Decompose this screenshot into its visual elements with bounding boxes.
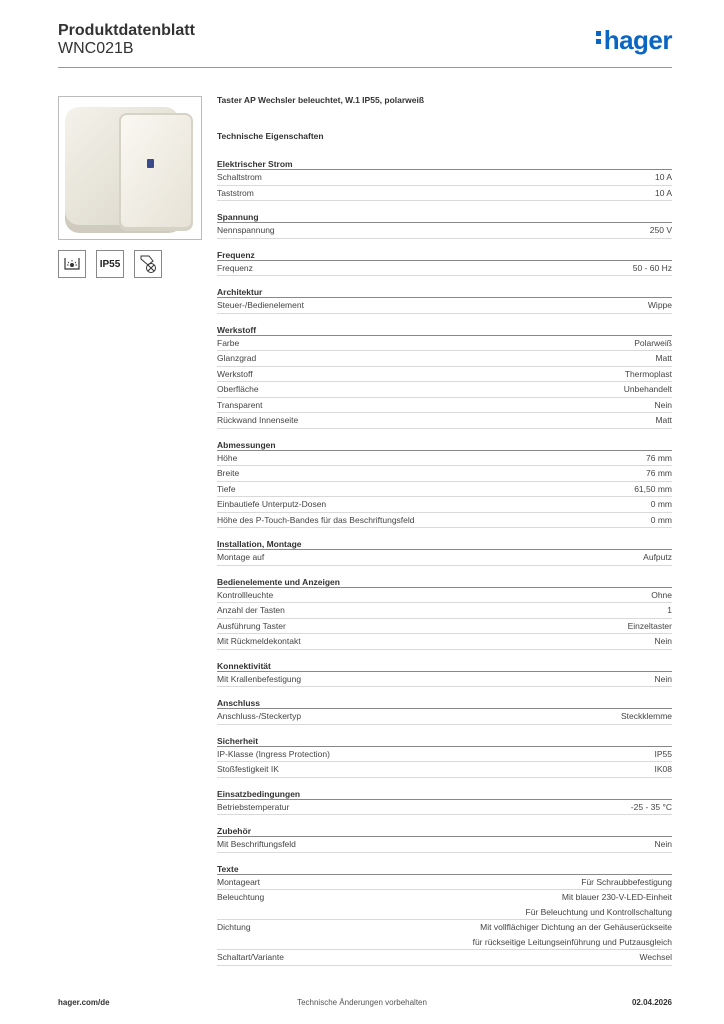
spec-section xyxy=(217,538,672,566)
spec-row xyxy=(217,186,672,202)
spec-value xyxy=(526,890,672,919)
product-code: WNC021B xyxy=(58,40,134,57)
feature-illuminated xyxy=(58,250,86,278)
spec-section xyxy=(217,825,672,853)
surface-mount-icon xyxy=(137,253,159,275)
spec-value: Polarweiß xyxy=(634,337,672,348)
switch-photo-icon xyxy=(59,97,201,239)
spec-row xyxy=(217,619,672,635)
spec-label: Betriebstemperatur xyxy=(217,801,290,812)
spec-row xyxy=(217,603,672,619)
spec-row xyxy=(217,298,672,314)
spec-row xyxy=(217,920,672,950)
spec-value-line: für rückseitige Leitungseinführung und Putzausgleich xyxy=(472,936,672,947)
spec-value: Nein xyxy=(654,636,672,646)
section-title: Einsatzbedingungen xyxy=(217,788,672,800)
spec-label: Montageart xyxy=(217,876,260,887)
spec-value: 1 xyxy=(667,605,672,615)
spec-row xyxy=(217,466,672,482)
footer-note: Technische Änderungen vorbehalten xyxy=(297,998,427,1007)
footer-date: 02.04.2026 xyxy=(631,998,672,1007)
spec-label: Kontrollleuchte xyxy=(217,589,274,600)
spec-label: Farbe xyxy=(217,337,240,348)
section-title: Anschluss xyxy=(217,697,672,709)
lamp-icon xyxy=(62,254,82,274)
footer-url: hager.com/de xyxy=(58,998,110,1007)
spec-section xyxy=(217,863,672,966)
spec-label: Einbautiefe Unterputz-Dosen xyxy=(217,499,327,509)
product-description: Taster AP Wechsler beleuchtet, W.1 IP55, polarweiß xyxy=(217,95,425,105)
spec-label: Taststrom xyxy=(217,187,254,198)
spec-value: 10 A xyxy=(654,172,672,182)
spec-label: Anschluss-/Steckertyp xyxy=(217,711,302,721)
spec-row xyxy=(217,634,672,650)
spec-row xyxy=(217,875,672,891)
page-title: Produktdatenblatt xyxy=(58,22,195,39)
spec-row xyxy=(217,747,672,763)
section-title: Frequenz xyxy=(217,249,672,261)
spec-label: IP-Klasse (Ingress Protection) xyxy=(217,748,330,759)
feature-ip55 xyxy=(96,250,124,278)
spec-label: Tiefe xyxy=(217,483,236,494)
section-title: Sicherheit xyxy=(217,735,672,747)
product-image xyxy=(58,96,202,240)
spec-row xyxy=(217,367,672,383)
spec-row xyxy=(217,223,672,239)
spec-row xyxy=(217,588,672,604)
spec-row xyxy=(217,351,672,367)
hager-logo xyxy=(596,25,672,56)
spec-row xyxy=(217,261,672,277)
logo-text: hager xyxy=(603,25,672,55)
section-title: Zubehör xyxy=(217,825,672,837)
spec-row xyxy=(217,950,672,966)
spec-heading: Technische Eigenschaften xyxy=(217,131,324,141)
spec-value: 50 - 60 Hz xyxy=(632,262,672,273)
section-title: Abmessungen xyxy=(217,439,672,451)
spec-value: Matt xyxy=(655,353,672,363)
spec-section xyxy=(217,211,672,239)
spec-row xyxy=(217,451,672,467)
spec-value: 10 A xyxy=(654,187,672,198)
spec-value: IP55 xyxy=(654,748,672,759)
spec-label: Schaltstrom xyxy=(217,172,262,182)
spec-value xyxy=(473,920,672,949)
spec-row xyxy=(217,398,672,414)
spec-label: Ausführung Taster xyxy=(217,620,286,631)
spec-value: 0 mm xyxy=(650,514,672,525)
section-title: Spannung xyxy=(217,211,672,223)
spec-section xyxy=(217,735,672,778)
spec-row xyxy=(217,482,672,498)
spec-value-line: Für Beleuchtung und Kontrollschaltung xyxy=(525,906,672,917)
spec-value: Ohne xyxy=(651,589,672,600)
section-title: Konnektivität xyxy=(217,660,672,672)
spec-label: Glanzgrad xyxy=(217,353,257,363)
spec-section xyxy=(217,249,672,277)
spec-row xyxy=(217,336,672,352)
spec-label: Höhe des P-Touch-Bandes für das Beschriftungsfeld xyxy=(217,514,415,525)
spec-section xyxy=(217,158,672,201)
spec-label: Stoßfestigkeit IK xyxy=(217,764,279,774)
spec-value: Thermoplast xyxy=(624,368,672,379)
spec-value: Nein xyxy=(654,839,672,849)
spec-value: Steckklemme xyxy=(620,711,672,721)
spec-value: Wippe xyxy=(647,300,672,310)
spec-value-line: Mit vollflächiger Dichtung an der Gehäuserückseite xyxy=(480,922,672,932)
spec-section xyxy=(217,286,672,314)
spec-value: Nein xyxy=(654,399,672,410)
spec-value: Nein xyxy=(654,673,672,684)
spec-row xyxy=(217,550,672,566)
section-title: Texte xyxy=(217,863,672,875)
spec-section xyxy=(217,788,672,816)
spec-sections xyxy=(217,158,672,966)
spec-content xyxy=(217,95,672,976)
spec-label: Dichtung xyxy=(217,922,251,932)
logo-dots-icon xyxy=(596,28,602,47)
spec-label: Anzahl der Tasten xyxy=(217,605,285,615)
section-title: Elektrischer Strom xyxy=(217,158,672,170)
spec-label: Transparent xyxy=(217,399,263,410)
spec-row xyxy=(217,837,672,853)
spec-value: Unbehandelt xyxy=(623,384,672,394)
spec-value: Matt xyxy=(655,415,672,425)
spec-label: Montage auf xyxy=(217,552,265,562)
spec-section xyxy=(217,324,672,429)
spec-row xyxy=(217,413,672,429)
spec-label: Rückwand Innenseite xyxy=(217,415,299,425)
spec-label: Breite xyxy=(217,468,240,478)
spec-label: Frequenz xyxy=(217,262,253,273)
spec-label: Werkstoff xyxy=(217,368,253,379)
header-divider xyxy=(58,67,672,68)
spec-section xyxy=(217,660,672,688)
spec-label: Mit Beschriftungsfeld xyxy=(217,839,296,849)
spec-section xyxy=(217,697,672,725)
spec-row xyxy=(217,497,672,513)
spec-row xyxy=(217,709,672,725)
spec-label: Höhe xyxy=(217,452,238,463)
spec-value: Für Schraubbefestigung xyxy=(581,876,672,887)
section-title: Werkstoff xyxy=(217,324,672,336)
spec-value: 76 mm xyxy=(646,468,672,478)
spec-value: Einzeltaster xyxy=(627,620,672,631)
spec-row xyxy=(217,513,672,529)
section-title: Bedienelemente und Anzeigen xyxy=(217,576,672,588)
section-title: Architektur xyxy=(217,286,672,298)
spec-section xyxy=(217,439,672,529)
spec-value: 0 mm xyxy=(650,499,672,509)
feature-surface-mount xyxy=(134,250,162,278)
spec-label: Beleuchtung xyxy=(217,892,265,902)
spec-value: 250 V xyxy=(649,225,672,235)
spec-row xyxy=(217,800,672,816)
spec-label: Oberfläche xyxy=(217,384,259,394)
section-title: Installation, Montage xyxy=(217,538,672,550)
spec-value: -25 - 35 °C xyxy=(630,801,672,812)
spec-value: Wechsel xyxy=(639,952,672,962)
spec-row xyxy=(217,762,672,778)
spec-label: Nennspannung xyxy=(217,225,275,235)
spec-label: Mit Krallenbefestigung xyxy=(217,673,302,684)
spec-value: IK08 xyxy=(654,764,672,774)
spec-row xyxy=(217,170,672,186)
spec-value-line: Mit blauer 230-V-LED-Einheit xyxy=(561,892,672,902)
spec-label: Schaltart/Variante xyxy=(217,952,284,962)
spec-section xyxy=(217,576,672,650)
spec-row xyxy=(217,382,672,398)
spec-value: 61,50 mm xyxy=(634,483,672,494)
spec-value: Aufputz xyxy=(643,552,672,562)
spec-label: Mit Rückmeldekontakt xyxy=(217,636,301,646)
ip55-badge: IP55 xyxy=(99,258,121,270)
spec-value: 76 mm xyxy=(646,452,672,463)
spec-row xyxy=(217,672,672,688)
spec-label: Steuer-/Bedienelement xyxy=(217,300,304,310)
spec-row xyxy=(217,890,672,920)
